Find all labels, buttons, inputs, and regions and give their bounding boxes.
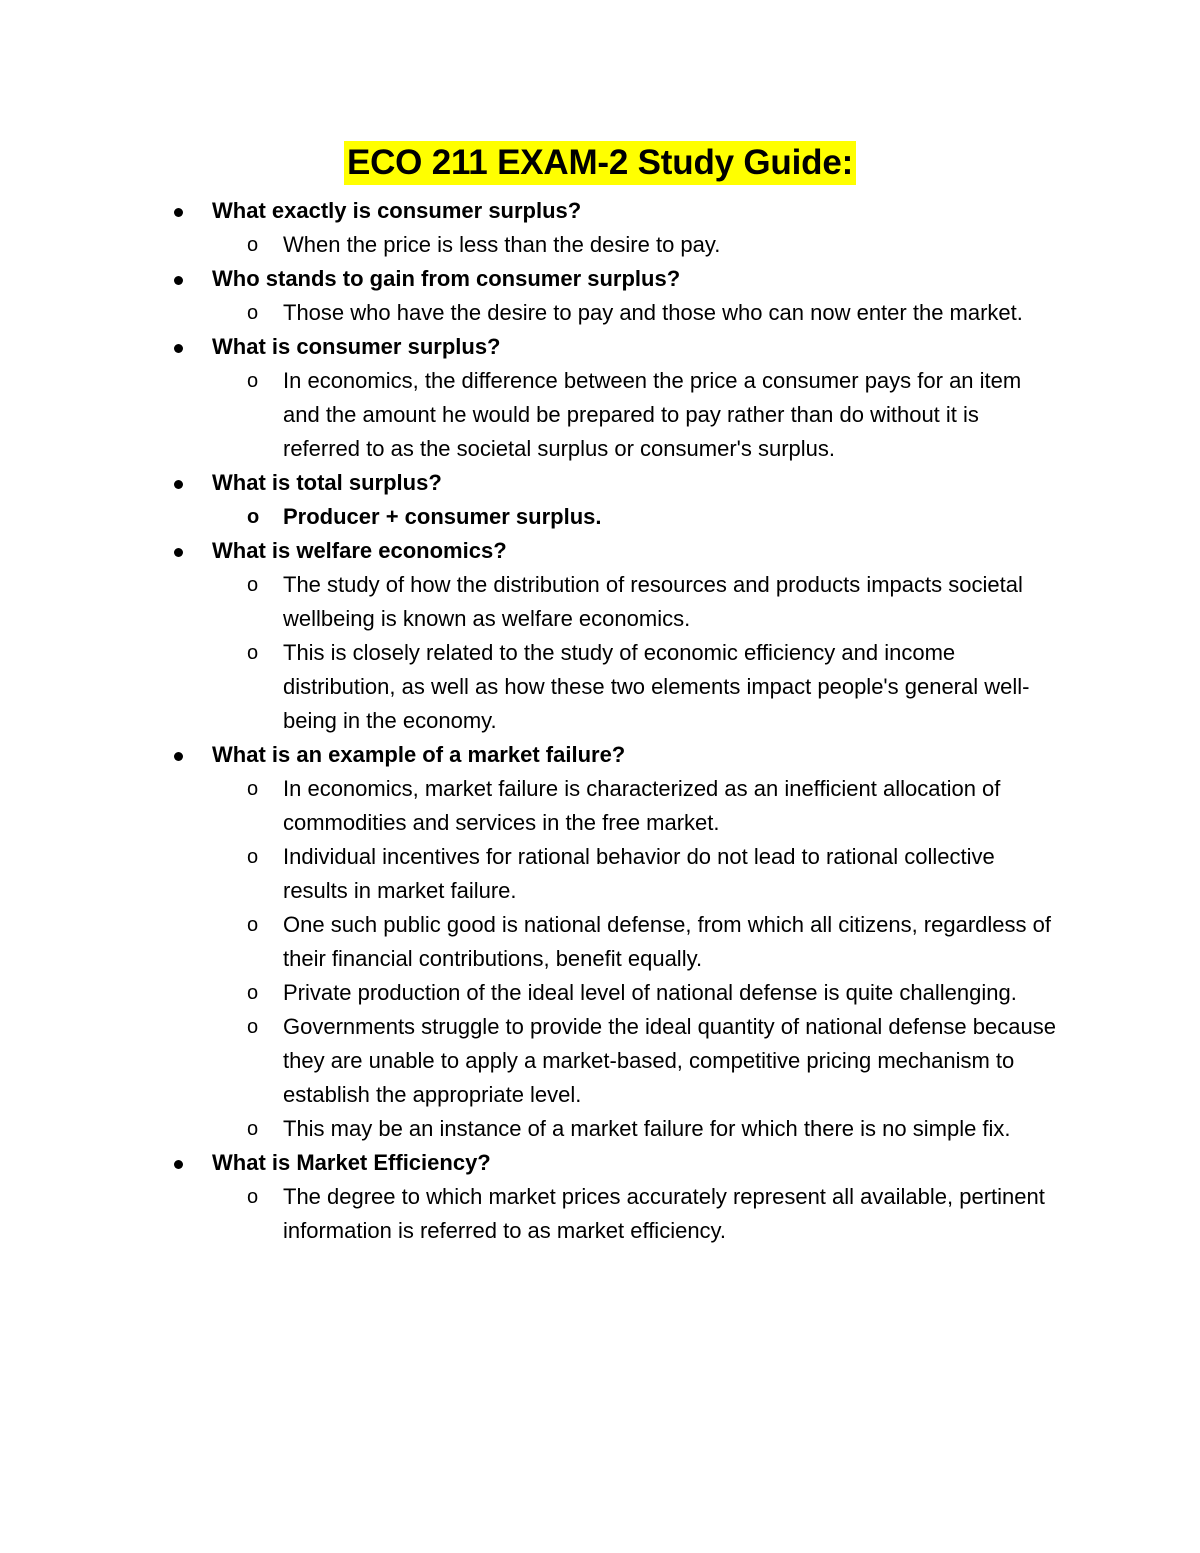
- question-label: What is an example of a market failure?: [212, 742, 626, 767]
- answer-item: [0, 908, 1200, 976]
- question-label: What is welfare economics?: [212, 538, 507, 563]
- question-text: [0, 534, 1200, 568]
- answer-item: [0, 364, 1200, 466]
- list-item: [0, 330, 1200, 466]
- answer-text: Producer + consumer surplus.: [283, 504, 602, 529]
- hollow-bullet-icon: o: [247, 1118, 259, 1140]
- answer-item: [0, 1010, 1200, 1112]
- answer-text: Private production of the ideal level of national defense is quite challenging.: [283, 980, 1017, 1005]
- list-item: [0, 194, 1200, 262]
- bullet-dot-icon: [174, 548, 183, 557]
- bullet-dot-icon: [174, 276, 183, 285]
- hollow-bullet-icon: o: [247, 778, 259, 800]
- title-wrapper: [0, 141, 1200, 185]
- hollow-bullet-icon: o: [247, 506, 260, 528]
- question-label: What exactly is consumer surplus?: [212, 198, 582, 223]
- answer-text: One such public good is national defense, from which all citizens, regardless of their financial contributions, benefit equally.: [283, 912, 1051, 971]
- bullet-dot-icon: [174, 1160, 183, 1169]
- page-title: ECO 211 EXAM-2 Study Guide:: [344, 141, 856, 185]
- answer-item: [0, 1180, 1200, 1248]
- answer-item: [0, 500, 1200, 534]
- bullet-dot-icon: [174, 344, 183, 353]
- hollow-bullet-icon: o: [247, 1186, 259, 1208]
- answer-item: [0, 772, 1200, 840]
- answer-list: [0, 228, 1200, 262]
- answer-list: [0, 500, 1200, 534]
- answer-item: [0, 1112, 1200, 1146]
- hollow-bullet-icon: o: [247, 1016, 259, 1038]
- answer-item: [0, 568, 1200, 636]
- hollow-bullet-icon: o: [247, 234, 259, 256]
- question-text: [0, 262, 1200, 296]
- question-text: [0, 466, 1200, 500]
- answer-list: [0, 1180, 1200, 1248]
- answer-text: The study of how the distribution of resources and products impacts societal wellbeing is known as welfare economics.: [283, 572, 1023, 631]
- answer-text: In economics, market failure is characterized as an inefficient allocation of commodities and services in the free market.: [283, 776, 1001, 835]
- answer-text: Individual incentives for rational behavior do not lead to rational collective results in market failure.: [283, 844, 995, 903]
- list-item: [0, 534, 1200, 738]
- answer-item: [0, 840, 1200, 908]
- hollow-bullet-icon: o: [247, 370, 259, 392]
- answer-text: When the price is less than the desire to pay.: [283, 232, 721, 257]
- list-item: [0, 466, 1200, 534]
- answer-text: Governments struggle to provide the ideal quantity of national defense because they are unable to apply a market-based, competitive pricing mechanism to establish the appropriate level.: [283, 1014, 1056, 1107]
- answer-list: [0, 296, 1200, 330]
- answer-text: This may be an instance of a market failure for which there is no simple fix.: [283, 1116, 1011, 1141]
- question-text: [0, 330, 1200, 364]
- question-list: [0, 194, 1200, 1248]
- question-text: [0, 194, 1200, 228]
- answer-item: [0, 296, 1200, 330]
- hollow-bullet-icon: o: [247, 642, 259, 664]
- question-label: What is total surplus?: [212, 470, 442, 495]
- answer-text: In economics, the difference between the price a consumer pays for an item and the amount he would be prepared to pay rather than do without it is referred to as the societal surplus or consumer's surplus.: [283, 368, 1022, 461]
- question-label: Who stands to gain from consumer surplus?: [212, 266, 681, 291]
- answer-list: [0, 772, 1200, 1146]
- hollow-bullet-icon: o: [247, 982, 259, 1004]
- question-label: What is consumer surplus?: [212, 334, 501, 359]
- answer-item: [0, 976, 1200, 1010]
- answer-list: [0, 364, 1200, 466]
- answer-item: [0, 228, 1200, 262]
- question-text: [0, 1146, 1200, 1180]
- answer-text: The degree to which market prices accurately represent all available, pertinent information is referred to as market efficiency.: [283, 1184, 1045, 1243]
- bullet-dot-icon: [174, 208, 183, 217]
- list-item: [0, 1146, 1200, 1248]
- hollow-bullet-icon: o: [247, 914, 259, 936]
- answer-text: Those who have the desire to pay and those who can now enter the market.: [283, 300, 1023, 325]
- answer-text: This is closely related to the study of economic efficiency and income distribution, as well as how these two elements impact people's general well-being in the economy.: [283, 640, 1030, 733]
- question-label: What is Market Efficiency?: [212, 1150, 491, 1175]
- hollow-bullet-icon: o: [247, 574, 259, 596]
- list-item: [0, 262, 1200, 330]
- bullet-dot-icon: [174, 480, 183, 489]
- question-text: [0, 738, 1200, 772]
- answer-list: [0, 568, 1200, 738]
- hollow-bullet-icon: o: [247, 302, 259, 324]
- bullet-dot-icon: [174, 752, 183, 761]
- list-item: [0, 738, 1200, 1146]
- answer-item: [0, 636, 1200, 738]
- hollow-bullet-icon: o: [247, 846, 259, 868]
